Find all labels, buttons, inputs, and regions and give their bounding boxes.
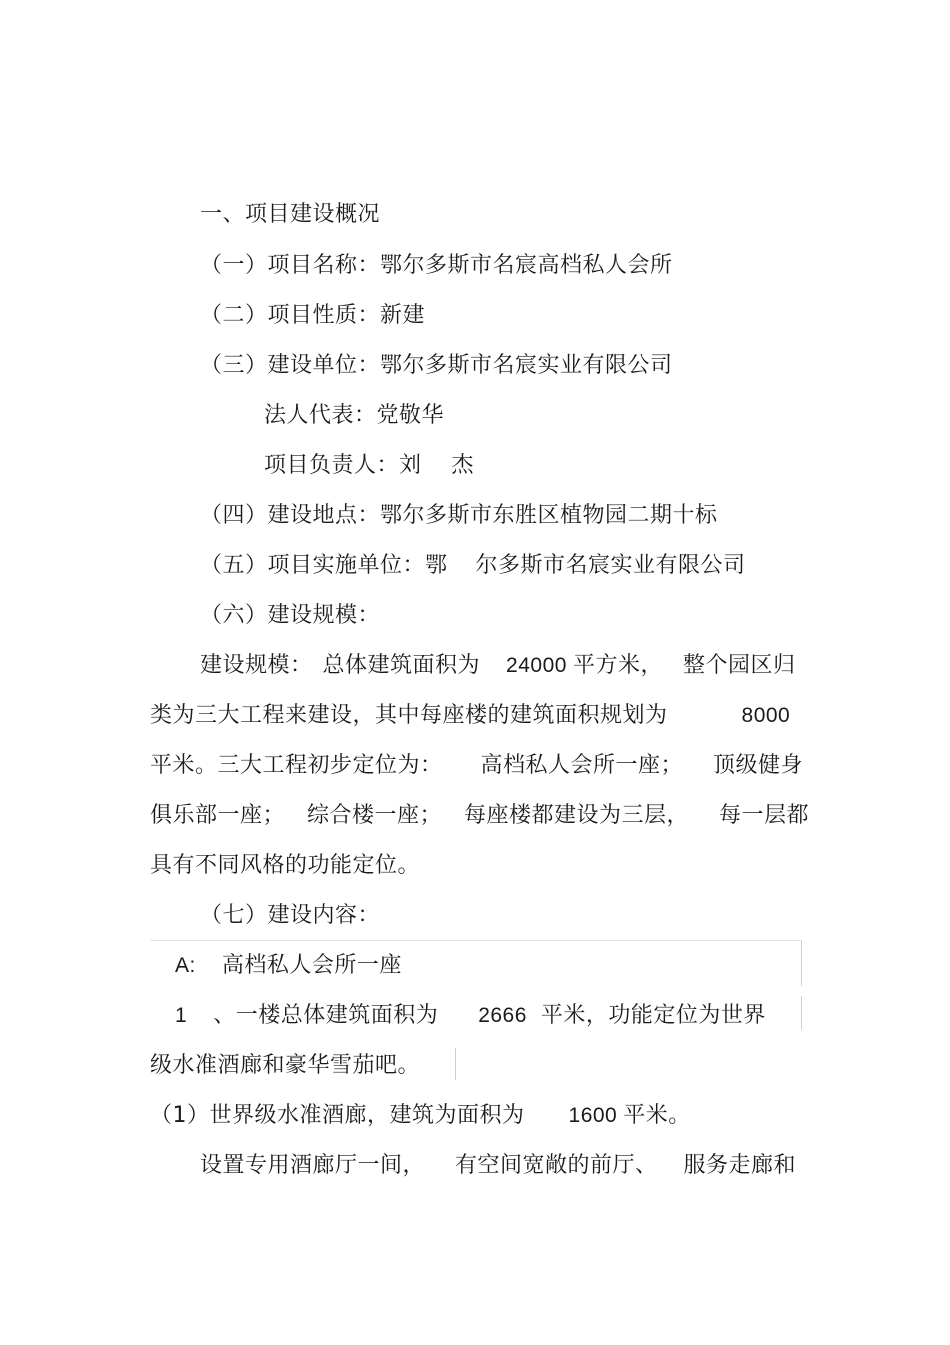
section-a-prefix: A: (175, 954, 196, 977)
impl-unit-part-a: （五）项目实施单位：鄂 (200, 553, 448, 578)
scale-text: 类为三大工程来建设，其中每座楼的建筑面积规划为 (150, 703, 668, 728)
lounge-desc-text: 服务走廊和 (683, 1153, 797, 1178)
table-rule-right (801, 940, 802, 986)
scale-text: 整个园区归 (682, 653, 796, 678)
impl-unit-part-b: 尔多斯市名宸实业有限公司 (475, 553, 746, 578)
floor1-text: 平米，功能定位为世界 (540, 1003, 766, 1028)
lounge-text: 平米。 (623, 1103, 691, 1128)
floor1-number: 1 (175, 1004, 188, 1027)
scale-paragraph-line-4 (150, 801, 809, 831)
scale-text: 建设规模： (200, 653, 313, 678)
lounge-line (150, 1101, 691, 1131)
table-rule-inner (455, 1048, 456, 1080)
floor1-text: 、一楼总体建筑面积为 (213, 1003, 439, 1028)
item-implementing-unit (200, 551, 746, 581)
lounge-text: 世界级水准酒廊，建筑为面积为 (209, 1103, 525, 1128)
item-project-name: （一）项目名称：鄂尔多斯市名宸高档私人会所 (200, 253, 673, 278)
item-project-lead (264, 451, 474, 481)
floor1-line-2: 级水准酒廊和豪华雪茄吧。 (150, 1053, 421, 1078)
scale-text: 高档私人会所一座； (480, 753, 684, 778)
lounge-prefix: （1） (150, 1103, 210, 1128)
section-a-title (175, 951, 402, 981)
scale-text: 平米。三大工程初步定位为： (150, 753, 443, 778)
scale-text: 总体建筑面积为 (322, 653, 481, 678)
total-area-value: 24000 (506, 654, 567, 677)
scale-paragraph-line-2 (150, 701, 790, 731)
lounge-description-line (200, 1151, 796, 1181)
floor1-area-value: 2666 (478, 1004, 527, 1027)
section-a-text: 高档私人会所一座 (221, 953, 402, 978)
table-rule-top (150, 940, 802, 941)
item-scale-label: （六）建设规模： (200, 603, 381, 628)
item-legal-representative: 法人代表：党敬华 (264, 403, 445, 428)
item-project-nature: （二）项目性质：新建 (200, 303, 426, 328)
scale-text: 平方米， (572, 653, 663, 678)
project-lead-rest: 杰 (451, 453, 475, 478)
scale-text: 综合楼一座； (307, 803, 443, 828)
lounge-desc-text: 有空间宽敞的前厅、 (455, 1153, 658, 1178)
scale-text: 顶级健身 (713, 753, 804, 778)
scale-paragraph-line-1 (200, 651, 795, 681)
lounge-area-value: 1600 (568, 1104, 618, 1127)
lounge-desc-text: 设置专用酒廊厅一间， (200, 1153, 426, 1178)
scale-text: 俱乐部一座； (150, 803, 286, 828)
table-rule-right (801, 996, 802, 1030)
item-construction-unit: （三）建设单位：鄂尔多斯市名宸实业有限公司 (200, 353, 673, 378)
floor1-line-1 (175, 1001, 766, 1031)
item-content-label: （七）建设内容： (200, 903, 381, 928)
scale-paragraph-line-3 (150, 751, 803, 781)
item-location: （四）建设地点：鄂尔多斯市东胜区植物园二期十标 (200, 503, 718, 528)
section-heading: 一、项目建设概况 (200, 202, 381, 227)
scale-paragraph-line-5: 具有不同风格的功能定位。 (150, 853, 421, 878)
project-lead-label: 项目负责人：刘 (264, 453, 422, 478)
scale-text: 每一层都 (719, 803, 810, 828)
building-area-value: 8000 (741, 704, 791, 727)
scale-text: 每座楼都建设为三层， (464, 803, 690, 828)
